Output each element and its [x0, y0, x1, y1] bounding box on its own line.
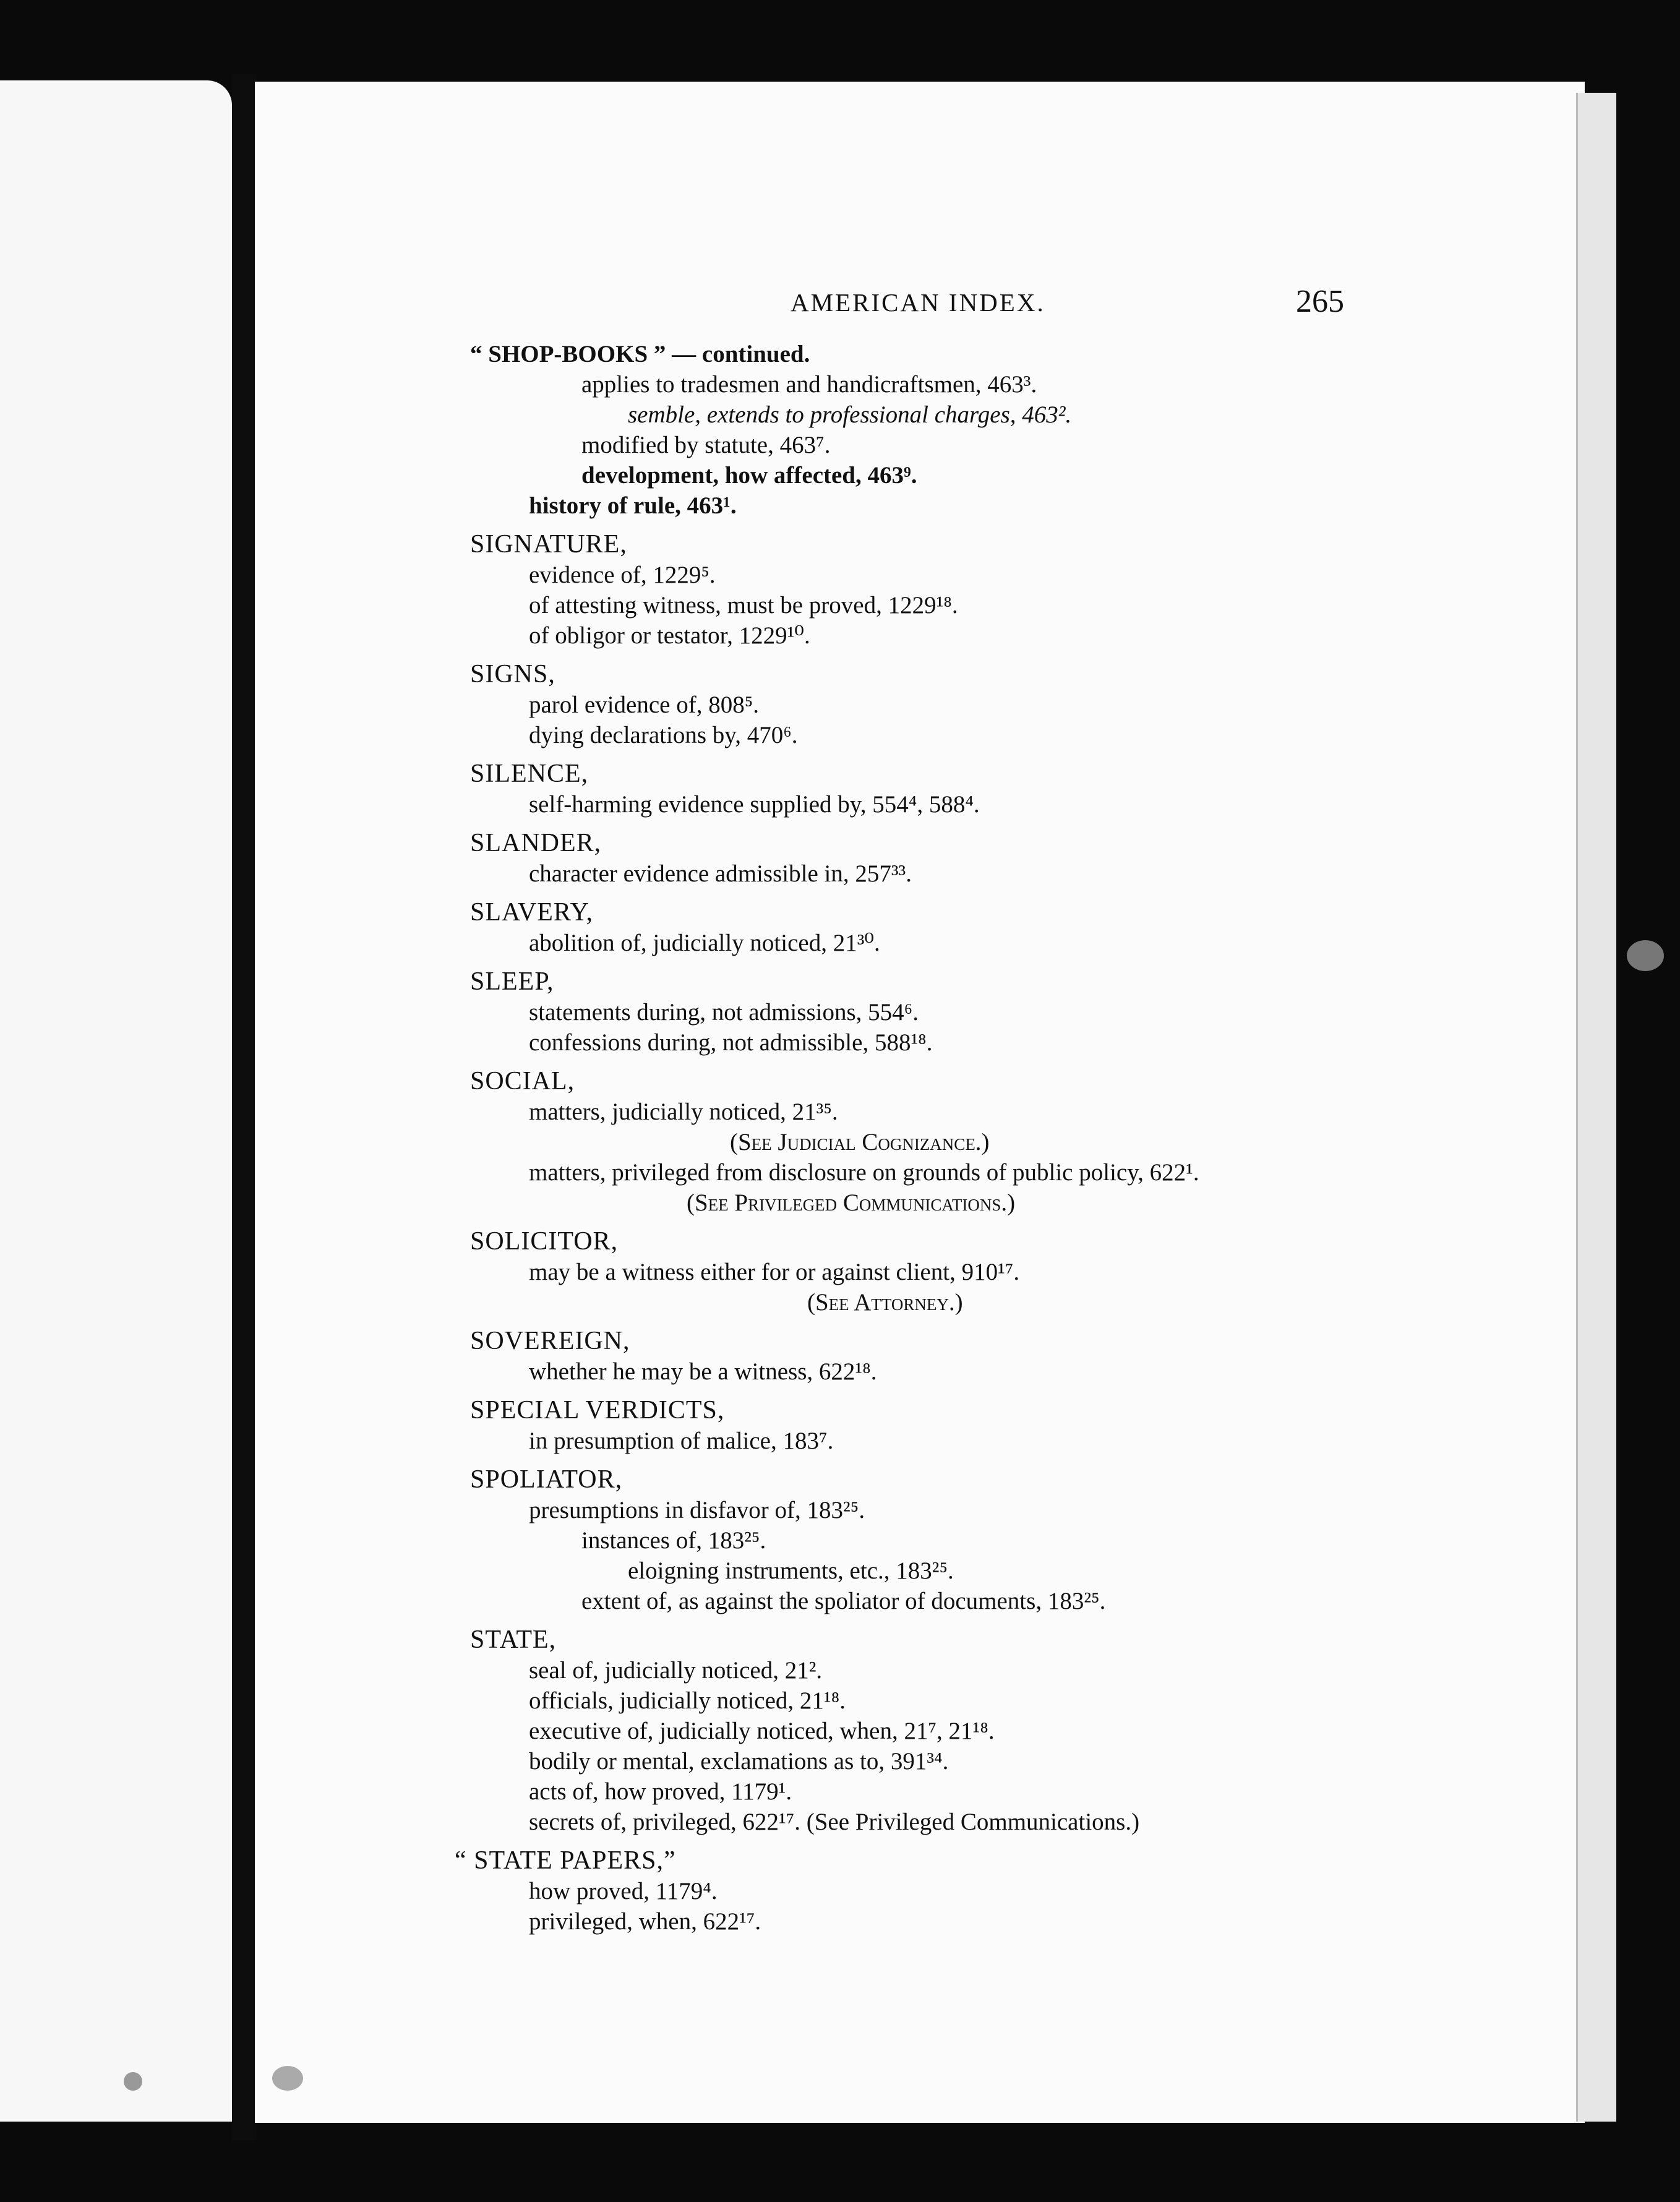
index-heading: SILENCE,	[470, 760, 589, 788]
index-line: abolition of, judicially noticed, 21³⁰.	[529, 930, 880, 956]
index-line: eloigning instruments, etc., 183²⁵.	[628, 1557, 954, 1584]
index-line: in presumption of malice, 183⁷.	[529, 1428, 834, 1454]
page-number: 265	[1296, 284, 1344, 319]
index-line: extent of, as against the spoliator of documents, 183²⁵.	[581, 1588, 1106, 1614]
index-line: may be a witness either for or against client, 910¹⁷.	[529, 1259, 1020, 1285]
index-line: applies to tradesmen and handicraftsmen, 463³.	[581, 371, 1037, 398]
index-heading: SPOLIATOR,	[470, 1465, 623, 1494]
index-line: of obligor or testator, 1229¹⁰.	[529, 622, 810, 649]
index-line: presumptions in disfavor of, 183²⁵.	[529, 1497, 865, 1523]
index-heading: “ STATE PAPERS,”	[455, 1846, 676, 1875]
index-heading: SLANDER,	[470, 829, 602, 857]
cross-reference: (See Privileged Communications.)	[687, 1189, 1016, 1216]
index-line: development, how affected, 463⁹.	[581, 462, 917, 489]
index-line: parol evidence of, 808⁵.	[529, 692, 760, 718]
index-line: matters, judicially noticed, 21³⁵.	[529, 1099, 838, 1125]
index-line: “ SHOP-BOOKS ” — continued.	[470, 341, 810, 367]
running-head: AMERICAN INDEX.	[791, 288, 1045, 317]
index-line: statements during, not admissions, 554⁶.	[529, 999, 919, 1026]
index-heading: SPECIAL VERDICTS,	[470, 1396, 725, 1424]
ink-smudge	[124, 2072, 142, 2091]
index-line: confessions during, not admissible, 588¹⁸.	[529, 1029, 933, 1056]
ink-smudge	[272, 2066, 303, 2091]
index-line: bodily or mental, exclamations as to, 391³⁴.	[529, 1748, 949, 1775]
index-line: evidence of, 1229⁵.	[529, 562, 716, 588]
index-line: instances of, 183²⁵.	[581, 1527, 766, 1554]
index-line: dying declarations by, 470⁶.	[529, 722, 798, 748]
index-line: character evidence admissible in, 257³³.	[529, 860, 912, 887]
index-line: how proved, 1179⁴.	[529, 1878, 718, 1904]
index-heading: SIGNATURE,	[470, 530, 627, 559]
index-heading: SIGNS,	[470, 660, 555, 688]
index-heading: SOCIAL,	[470, 1067, 575, 1095]
index-line: modified by statute, 463⁷.	[581, 432, 831, 458]
index-entries	[455, 339, 1584, 1937]
index-line: secrets of, privileged, 622¹⁷. (See Privileged Communications.)	[529, 1809, 1140, 1835]
index-heading: SOVEREIGN,	[470, 1327, 630, 1355]
index-heading: SLAVERY,	[470, 898, 594, 927]
index-line: matters, privileged from disclosure on grounds of public policy, 622¹.	[529, 1159, 1199, 1186]
index-line: of attesting witness, must be proved, 1229¹⁸.	[529, 592, 958, 619]
index-line: whether he may be a witness, 622¹⁸.	[529, 1358, 877, 1385]
ink-smudge	[1627, 940, 1664, 971]
index-line: officials, judicially noticed, 21¹⁸.	[529, 1687, 846, 1714]
index-heading: STATE,	[470, 1626, 557, 1654]
index-line: privileged, when, 622¹⁷.	[529, 1908, 761, 1935]
cross-reference: (See Judicial Cognizance.)	[730, 1129, 990, 1155]
cross-reference: (See Attorney.)	[807, 1289, 963, 1316]
index-line: executive of, judicially noticed, when, 21⁷, 21¹⁸.	[529, 1718, 995, 1744]
index-line: seal of, judicially noticed, 21².	[529, 1657, 823, 1684]
index-line: semble, extends to professional charges, 463².	[628, 401, 1072, 428]
index-line: acts of, how proved, 1179¹.	[529, 1778, 792, 1805]
index-heading: SLEEP,	[470, 967, 554, 996]
index-line: self-harming evidence supplied by, 554⁴, 588⁴.	[529, 791, 980, 818]
book-gutter	[232, 74, 257, 2140]
facing-page-left	[0, 80, 232, 2122]
index-heading: SOLICITOR,	[470, 1227, 619, 1256]
index-line: history of rule, 463¹.	[529, 492, 737, 519]
